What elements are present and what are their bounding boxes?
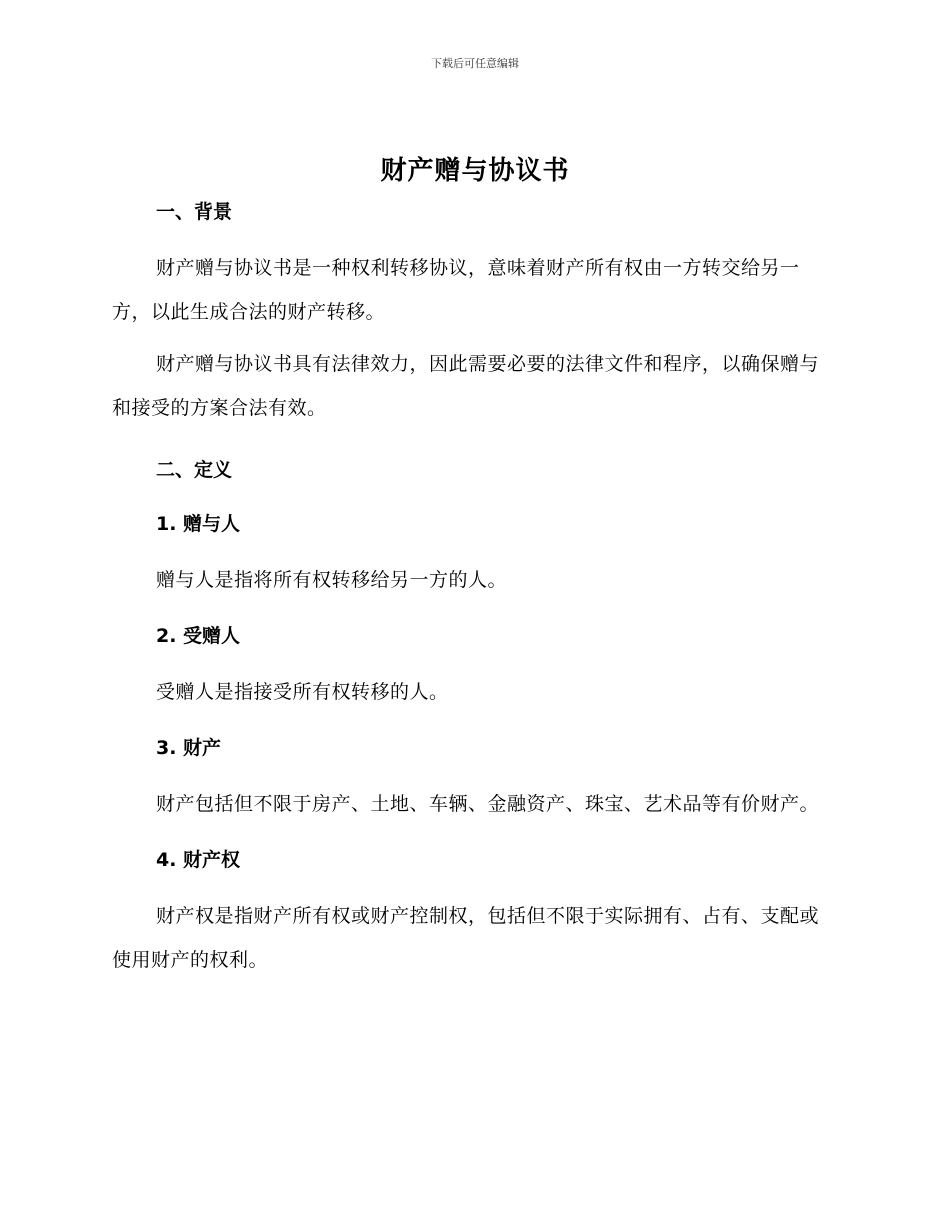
definition-text: 受赠人是指接受所有权转移的人。 [156,681,449,703]
header-note: 下载后可任意编辑 [431,57,519,70]
section-heading-background: 一、背景 [156,201,233,223]
definition-heading: 3. 财产 [156,737,222,759]
definition-heading: 1. 赠与人 [156,513,241,535]
definition-text: 财产包括但不限于房产、土地、车辆、金融资产、珠宝、艺术品等有价财产。 [156,793,820,815]
definition-heading: 4. 财产权 [156,849,241,871]
paragraph: 财产赠与协议书具有法律效力，因此需要必要的法律文件和程序，以确保赠与和接受的方案合法有效。 [112,353,820,419]
definition-text: 财产权是指财产所有权或财产控制权，包括但不限于实际拥有、占有、支配或使用财产的权利。 [112,905,820,971]
document-title: 财产赠与协议书 [380,156,570,186]
section-heading-definitions: 二、定义 [156,459,233,481]
document-body [112,196,830,1000]
paragraph: 财产赠与协议书是一种权利转移协议，意味着财产所有权由一方转交给另一方，以此生成合法的财产转移。 [112,257,800,323]
definition-heading: 2. 受赠人 [156,625,241,647]
definition-text: 赠与人是指将所有权转移给另一方的人。 [156,569,508,591]
